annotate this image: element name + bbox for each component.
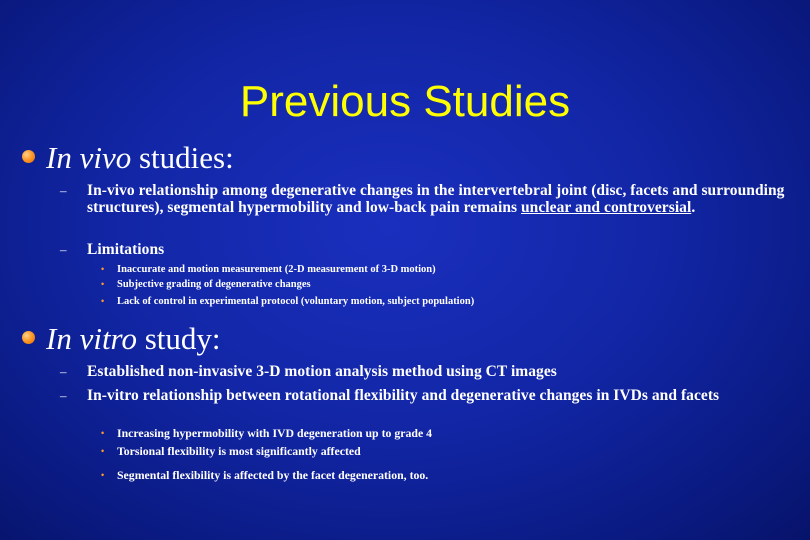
item-text-end: . — [691, 199, 696, 216]
section-heading-italic: In vivo — [46, 140, 132, 175]
slide-title — [0, 76, 810, 128]
dash-icon: – — [60, 364, 67, 379]
item-text: Established non-invasive 3-D motion analysis method using CT images — [87, 363, 557, 380]
slide-title-text: Previous Studies — [239, 77, 571, 126]
in-vivo-item-relationship — [60, 182, 792, 216]
finding-subitem — [101, 444, 361, 458]
limitation-subitem — [101, 295, 475, 308]
section-heading-rest: study: — [136, 321, 221, 356]
item-text-underlined: unclear and controversial — [521, 199, 692, 216]
dash-icon: – — [60, 388, 67, 403]
in-vivo-item-limitations — [60, 241, 792, 258]
orange-bullet-icon — [22, 331, 35, 344]
limitation-subitem — [101, 263, 436, 276]
section-heading-rest: studies: — [131, 140, 234, 175]
limitation-subitem — [101, 278, 311, 291]
in-vitro-item-relationship — [60, 387, 792, 404]
bullet-icon: • — [101, 446, 105, 456]
bullet-icon: • — [101, 264, 105, 274]
finding-subitem — [101, 426, 433, 440]
section-heading-in-vitro — [22, 322, 221, 356]
item-text: Limitations — [87, 241, 165, 258]
finding-subitem — [101, 468, 429, 482]
subitem-text: Inaccurate and motion measurement (2-D measurement of 3-D motion) — [117, 264, 436, 275]
subitem-text: Lack of control in experimental protocol (voluntary motion, subject population) — [117, 296, 475, 307]
dash-icon: – — [60, 242, 67, 257]
bullet-icon: • — [101, 279, 105, 289]
section-heading-in-vivo — [22, 141, 234, 175]
bullet-icon: • — [101, 428, 105, 438]
in-vitro-item-motion-analysis — [60, 363, 792, 380]
item-text: In-vivo relationship among degenerative changes in the intervertebral joint (disc, facets and surrounding structures), segmental hypermobility and low-back pain remains — [87, 182, 785, 216]
item-text: In-vitro relationship between rotational flexibility and degenerative changes in IVDs and facets — [87, 387, 720, 404]
bullet-icon: • — [101, 470, 105, 480]
dash-icon: – — [60, 183, 67, 198]
section-heading-italic: In vitro — [46, 321, 137, 356]
subitem-text: Increasing hypermobility with IVD degeneration up to grade 4 — [117, 426, 433, 440]
subitem-text: Subjective grading of degenerative changes — [117, 279, 311, 290]
subitem-text: Segmental flexibility is affected by the facet degeneration, too. — [117, 468, 429, 482]
bullet-icon: • — [101, 296, 105, 306]
subitem-text: Torsional flexibility is most significantly affected — [117, 444, 361, 458]
orange-bullet-icon — [22, 150, 35, 163]
